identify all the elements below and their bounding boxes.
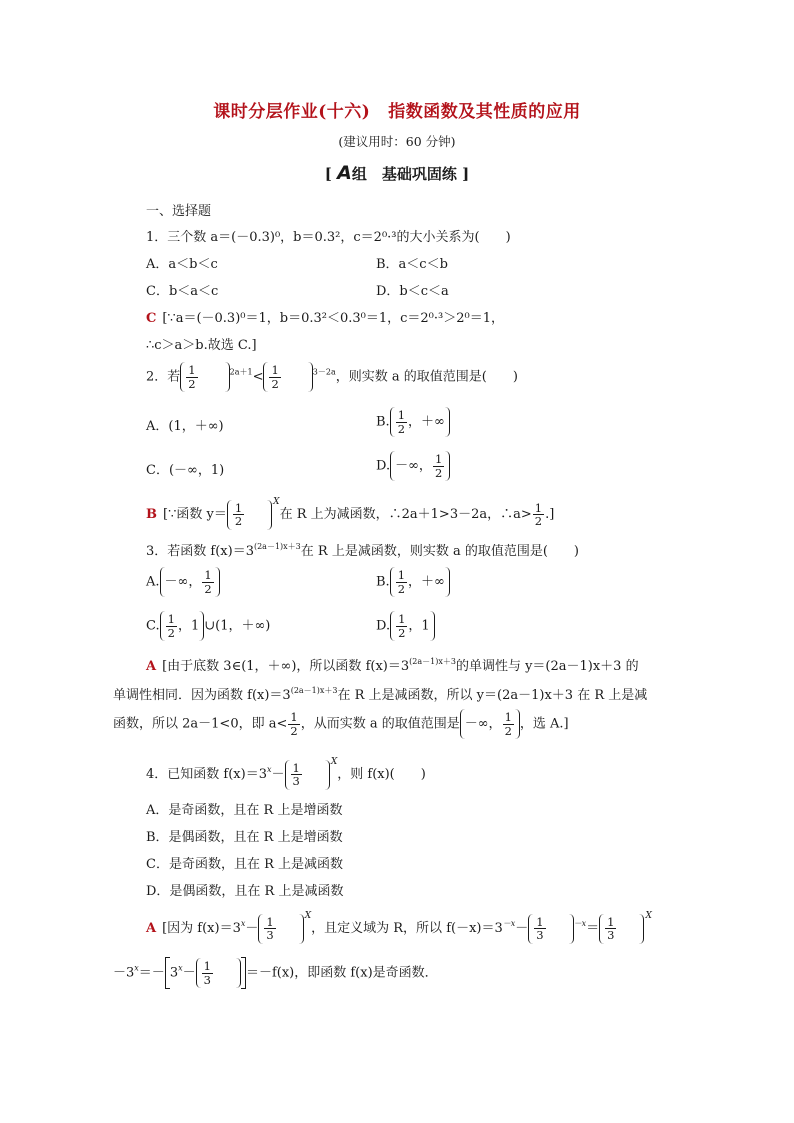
q2-less-than: <: [252, 369, 264, 385]
q4-answer-line2: $-3^x=- 3^x-$ $\frac{1}{3}$ ＝－f(x)，即函数 f(x)是奇函数．: [113, 957, 438, 989]
title-part2: 指数函数及其性质的应用: [388, 102, 581, 122]
group-label: 组 基础巩固练: [351, 165, 457, 183]
section-heading: 一、选择题: [146, 204, 212, 219]
q2-fraction: $\frac{1}{2}$: [188, 363, 196, 391]
q3-option-c: C. $\frac{1}{2}$ ，1 ∪(1，＋∞): [146, 612, 271, 640]
q4-option-c: C．是奇函数，且在 R 上是减函数: [146, 857, 343, 872]
q1-answer-line2: ∴c＞a＞b.故选 C.]: [146, 338, 257, 353]
group-letter: A: [337, 162, 352, 184]
q3-answer-letter: A: [146, 659, 157, 674]
q4-stem: 4．已知函数 $f(x)=3^x-$ $\frac{1}{3}$ $^X$，则 f(x)( ): [146, 757, 426, 788]
q2-stem: [146, 362, 518, 392]
q2-option-a: A．(1，＋∞): [146, 419, 224, 434]
q2-option-b: B. $\frac{1}{2}$ ，＋∞: [376, 407, 450, 437]
q2-stem-post: ，则实数 a 的取值范围是( ): [335, 369, 518, 385]
q2-option-c: C．(－∞，1): [146, 463, 225, 478]
q1-stem: 1．三个数 a＝(－0.3)⁰，b＝0.3²，c＝2⁰·³的大小关系为( ): [146, 230, 511, 245]
q3-answer-line2: 单调性相同．因为函数 $f(x)=3^{(2a-1)x+3}$在 R 上是减函数，所以 y＝(2a－1)x＋3 在 R 上是减: [113, 686, 648, 703]
bracket-open: [: [324, 165, 332, 183]
q1-answer-letter: C: [146, 311, 157, 326]
q1-option-b: B．a＜c＜b: [376, 257, 448, 272]
q4-answer-line1: A [因为 $f(x)=3^x-$ $\frac{1}{3}$ $^X$，且定义域为 R，所以 $f(-x)=3^{-x}-$ $\frac{1}{3}$ $^{-x}$＝ $\frac{1}{3}$ $^X$: [146, 911, 652, 942]
q1-answer-line1: [∵a＝(－0.3)⁰＝1，b＝0.3²＜0.3⁰＝1，c＝2⁰·³＞2⁰＝1，: [162, 311, 504, 326]
q4-option-a: A．是奇函数，且在 R 上是增函数: [146, 803, 343, 818]
q2-exponent1: 2a＋1: [229, 367, 253, 377]
page-title: [0, 97, 794, 122]
q2-fraction2: $\frac{1}{2}$: [271, 363, 279, 391]
q3-option-d: D. $\frac{1}{2}$ ，1: [376, 611, 435, 641]
q3-answer-line3: 函数，所以 2a－1<0，即 a< $\frac{1}{2}$ ，从而实数 a 的取值范围是 －∞， $\frac{1}{2}$ ，选 A.]: [113, 710, 569, 738]
q2-answer-letter: B: [146, 507, 157, 522]
q1-answer: [146, 307, 504, 326]
q3-option-a: A. －∞， $\frac{1}{2}$: [146, 567, 220, 597]
time-note: (建议用时：60 分钟): [338, 134, 456, 149]
q3-stem: 3．若函数 $f(x)=3^{(2a-1)x+3}$在 R 上是减函数，则实数 a 的取值范围是( ): [146, 542, 579, 559]
q1-option-a: A．a＜b＜c: [146, 257, 218, 272]
q2-stem-pre: 2．若: [146, 369, 181, 385]
q2-option-d: D. －∞， $\frac{1}{2}$: [376, 451, 450, 481]
title-part1: 课时分层作业(十六): [213, 102, 371, 122]
q4-option-d: D．是偶函数，且在 R 上是减函数: [146, 884, 344, 899]
group-heading: [0, 162, 794, 184]
q1-option-d: D．b＜c＜a: [376, 284, 449, 299]
bracket-close: ]: [462, 165, 470, 183]
q3-answer-line1: A [由于底数 3∈(1，＋∞)，所以函数 $f(x)=3^{(2a-1)x+3}$的单调性与 y＝(2a－1)x＋3 的: [146, 657, 639, 674]
q4-option-b: B．是偶函数，且在 R 上是增函数: [146, 830, 343, 845]
q2-exponent2: 3－2a: [312, 367, 336, 377]
q4-answer-letter: A: [146, 921, 157, 936]
q1-option-c: C．b＜a＜c: [146, 284, 219, 299]
q2-answer: B [∵函数 y＝ $\frac{1}{2}$ $^X$在 R 上为减函数，∴2a＋1>3－2a，∴a> $\frac{1}{2}$ .]: [146, 497, 555, 528]
q3-option-b: B. $\frac{1}{2}$ ，＋∞: [376, 567, 450, 597]
